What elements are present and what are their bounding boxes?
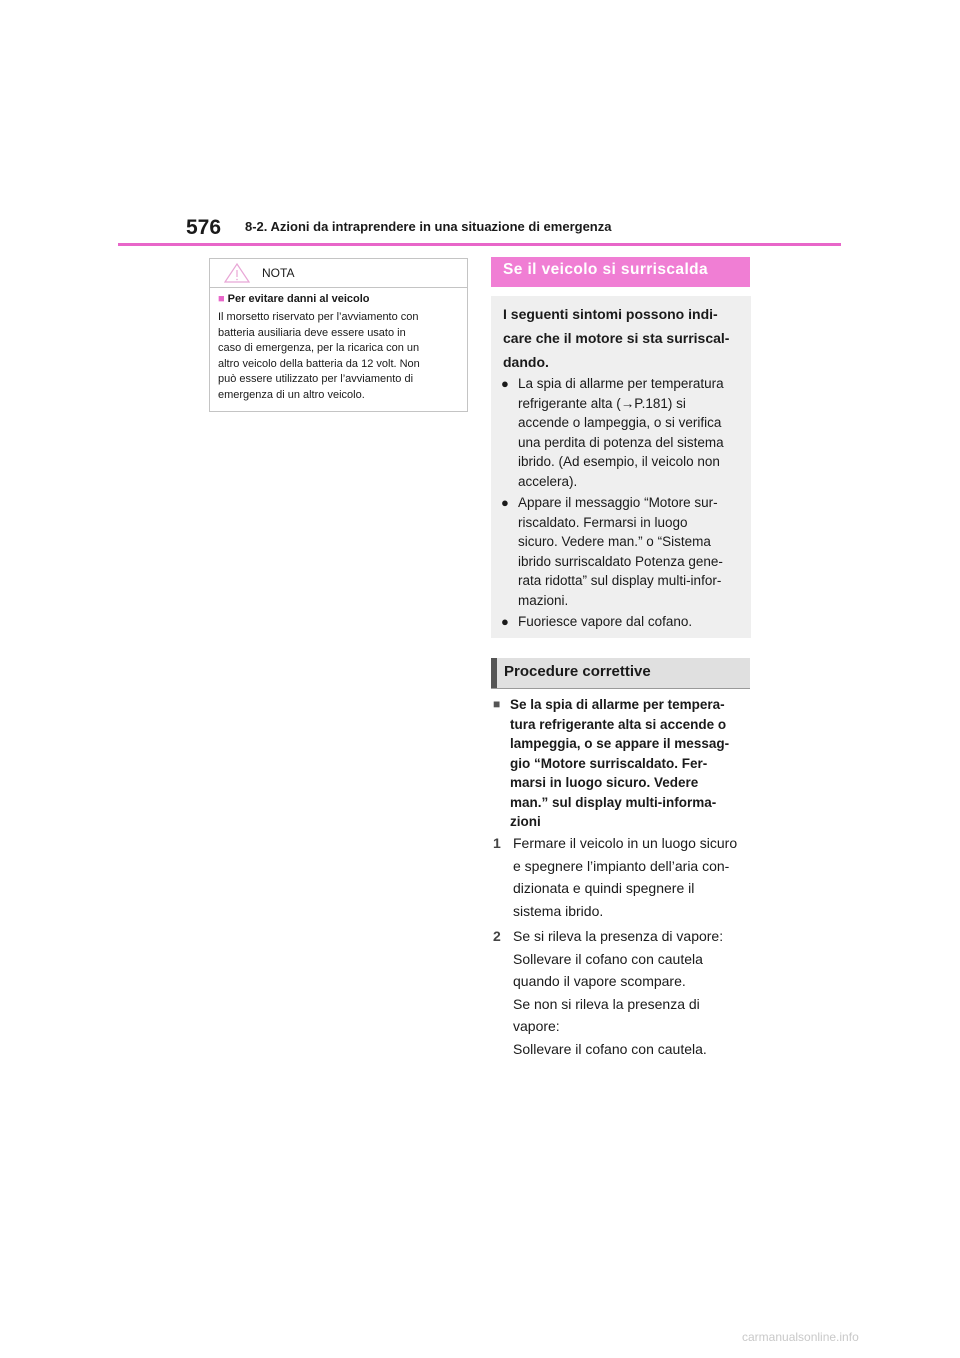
note-text: Il morsetto riservato per l’avviamento con batteria ausiliaria deve essere usato in caso di emergenza, per la ricarica con un altro veicolo della batteria da 12 volt. Non può essere utilizzato per l’avviamento di emergenza di un altro veicolo.: [218, 311, 420, 401]
overheat-section-heading: Se il veicolo si surriscalda: [491, 257, 750, 287]
section-title: 8-2. Azioni da intraprendere in una situazione di emergenza: [245, 219, 612, 234]
bullet-icon: ●: [501, 614, 509, 629]
header-divider: [118, 243, 841, 246]
bullet-icon: ●: [501, 495, 509, 510]
warning-triangle-icon: [224, 263, 250, 288]
step-text: Se si rileva la presenza di vapore: Sollevare il cofano con cautela quando il vapore scompare. Se non si rileva la presenza di vapore: Sollevare il cofano con cautela.: [513, 928, 724, 1057]
square-bullet-icon: ■: [218, 293, 225, 305]
procedures-heading: Procedure correttive: [491, 658, 750, 688]
note-heading: ■ Per evitare danni al veicolo: [218, 293, 370, 305]
step-number: 1: [493, 835, 501, 851]
bullet-icon: ●: [501, 376, 509, 391]
page-number: 576: [186, 216, 222, 239]
symptoms-intro: I seguenti sintomi possono indi- care che il motore si sta surriscal- dando.: [503, 306, 730, 370]
step-number: 2: [493, 928, 501, 944]
note-title: NOTA: [262, 266, 295, 280]
step-text: Fermare il veicolo in un luogo sicuro e spegnere l’impianto dell’aria con- dizionata e quindi spegnere il sistema ibrido.: [513, 835, 738, 919]
watermark: carmanualsonline.info: [742, 1330, 859, 1344]
note-header: [210, 259, 467, 288]
procedures-divider: [491, 688, 750, 689]
note-box: [209, 258, 468, 412]
square-bullet-icon: ■: [493, 697, 501, 711]
symptoms-box: I seguenti sintomi possono indi- care che il motore si sta surriscal- dando. ● La spia di allarme per temperatura refrigerante alta (→P.181) si accende o lampeggia, o si verifica una perdita di potenza del sistema ibrido. (Ad esempio, il veicolo non accelera). ● Appare il messaggio “Motore sur- riscaldato. Fermarsi in luogo sicuro. Vedere man.” o “Sistema ibrido surriscaldato Potenza gene- rata ridotta” sul display multi-infor- mazioni. ● Fuoriesce vapore dal cofano.: [491, 296, 751, 638]
